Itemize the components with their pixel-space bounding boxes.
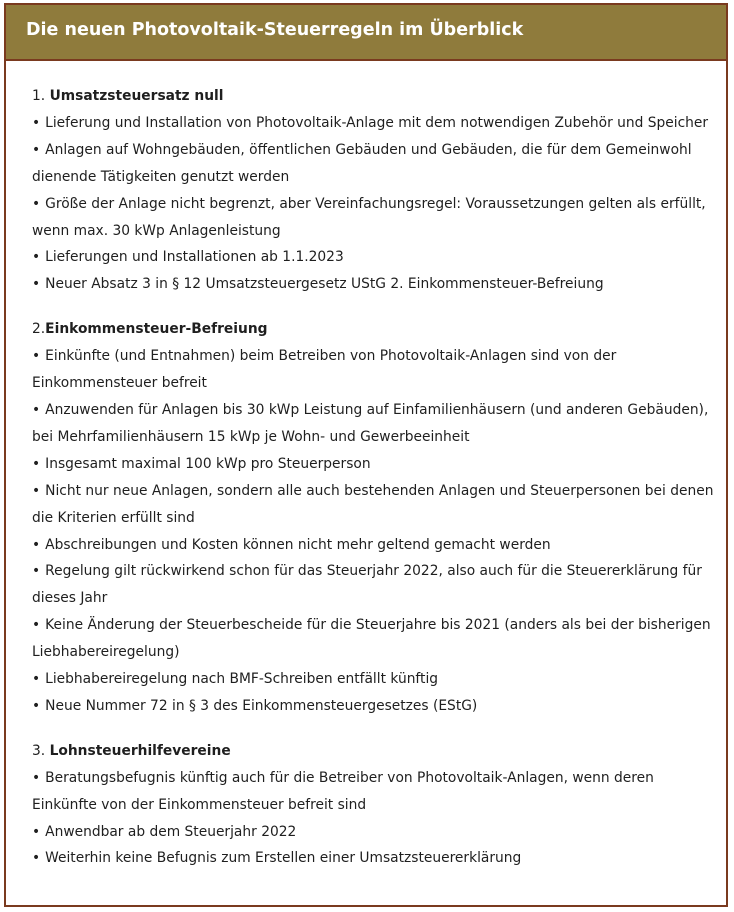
list-item-text: Liebhabereiregelung nach BMF-Schreiben entfällt künftig [45, 671, 439, 688]
bullet-icon: • [32, 141, 41, 158]
list-item-text: Lieferung und Installation von Photovoltaik-Anlage mit dem notwendigen Zubehör und Speicher [45, 114, 709, 131]
list-item [32, 478, 718, 532]
section-umsatzsteuer [32, 83, 718, 298]
bullet-icon: • [32, 536, 41, 553]
list-item-text: Neue Nummer 72 in § 3 des Einkommensteuergesetzes (EStG) [45, 697, 478, 714]
list-item [32, 612, 718, 666]
list-item-text: Abschreibungen und Kosten können nicht mehr geltend gemacht werden [45, 536, 551, 553]
bullet-icon: • [32, 697, 41, 714]
list-item-text: Anwendbar ab dem Steuerjahr 2022 [45, 823, 297, 840]
bullet-icon: • [32, 617, 41, 634]
section-title: Lohnsteuerhilfevereine [49, 742, 231, 759]
bullet-icon: • [32, 249, 41, 266]
section-title: Einkommensteuer-Befreiung [45, 321, 268, 338]
section-number: 1. [32, 88, 46, 104]
list-item-text: Einkünfte (und Entnahmen) beim Betreiben von Photovoltaik-Anlagen sind von der Einkommensteuer befreit [32, 348, 617, 392]
list-item-text: Insgesamt maximal 100 kWp pro Steuerperson [45, 455, 371, 472]
list-item [32, 451, 718, 478]
list-item [32, 110, 718, 137]
bullet-icon: • [32, 401, 41, 418]
list-item [32, 845, 718, 872]
bullet-icon: • [32, 276, 41, 293]
section-number: 3. [32, 742, 46, 759]
bullet-icon: • [32, 195, 41, 212]
list-item [32, 819, 718, 846]
content-area [32, 83, 718, 890]
list-item-text: Anlagen auf Wohngebäuden, öffentlichen Gebäuden und Gebäuden, die für dem Gemeinwohl dienende Tätigkeiten genutzt werden [32, 141, 692, 185]
list-item [32, 137, 718, 191]
list-item [32, 397, 718, 451]
bullet-icon: • [32, 114, 41, 131]
list-item-text: Keine Änderung der Steuerbescheide für die Steuerjahre bis 2021 (anders als bei der bisherigen Liebhabereiregelung) [32, 617, 711, 661]
section-heading [32, 83, 718, 110]
list-item-text: Anzuwenden für Anlagen bis 30 kWp Leistung auf Einfamilienhäusern (und anderen Gebäuden), bei Mehrfamilienhäusern 15 kWp je Wohn- und Gewerbeeinheit [32, 401, 709, 445]
section-lohnsteuerhilfevereine [32, 738, 718, 873]
list-item [32, 765, 718, 819]
list-item-text: Lieferungen und Installationen ab 1.1.2023 [45, 249, 344, 266]
section-heading [32, 738, 718, 765]
bullet-icon: • [32, 482, 41, 499]
section-number: 2. [32, 321, 46, 338]
bullet-icon: • [32, 823, 41, 840]
list-item [32, 558, 718, 612]
list-item-text: Größe der Anlage nicht begrenzt, aber Vereinfachungsregel: Voraussetzungen gelten als erfüllt, wenn max. 30 kWp Anlagenleistung [32, 195, 706, 239]
list-item-text: Regelung gilt rückwirkend schon für das Steuerjahr 2022, also auch für die Steuererklärung für dieses Jahr [32, 563, 702, 607]
bullet-icon: • [32, 348, 41, 365]
bullet-icon: • [32, 455, 41, 472]
bullet-icon: • [32, 850, 41, 867]
section-heading [32, 316, 718, 343]
list-item [32, 666, 718, 693]
section-einkommensteuer [32, 316, 718, 720]
list-item [32, 244, 718, 271]
list-item-text: Neuer Absatz 3 in § 12 Umsatzsteuergesetz UStG 2. Einkommensteuer-Befreiung [45, 276, 604, 293]
list-item [32, 532, 718, 559]
list-item [32, 191, 718, 245]
section-title: Umsatzsteuersatz null [49, 88, 224, 104]
list-item-text: Weiterhin keine Befugnis zum Erstellen einer Umsatzsteuererklärung [45, 850, 522, 867]
bullet-icon: • [32, 769, 41, 786]
list-item-text: Nicht nur neue Anlagen, sondern alle auch bestehenden Anlagen und Steuerpersonen bei denen die Kriterien erfüllt sind [32, 482, 714, 526]
list-item [32, 693, 718, 720]
list-item [32, 343, 718, 397]
list-item-text: Beratungsbefugnis künftig auch für die Betreiber von Photovoltaik-Anlagen, wenn deren Einkünfte von der Einkommensteuer befreit sind [32, 769, 654, 813]
list-item [32, 271, 718, 298]
info-box [4, 3, 728, 907]
bullet-icon: • [32, 671, 41, 688]
box-title: Die neuen Photovoltaik-Steuerregeln im Überblick [26, 20, 524, 40]
header-bar [6, 5, 726, 61]
bullet-icon: • [32, 563, 41, 580]
